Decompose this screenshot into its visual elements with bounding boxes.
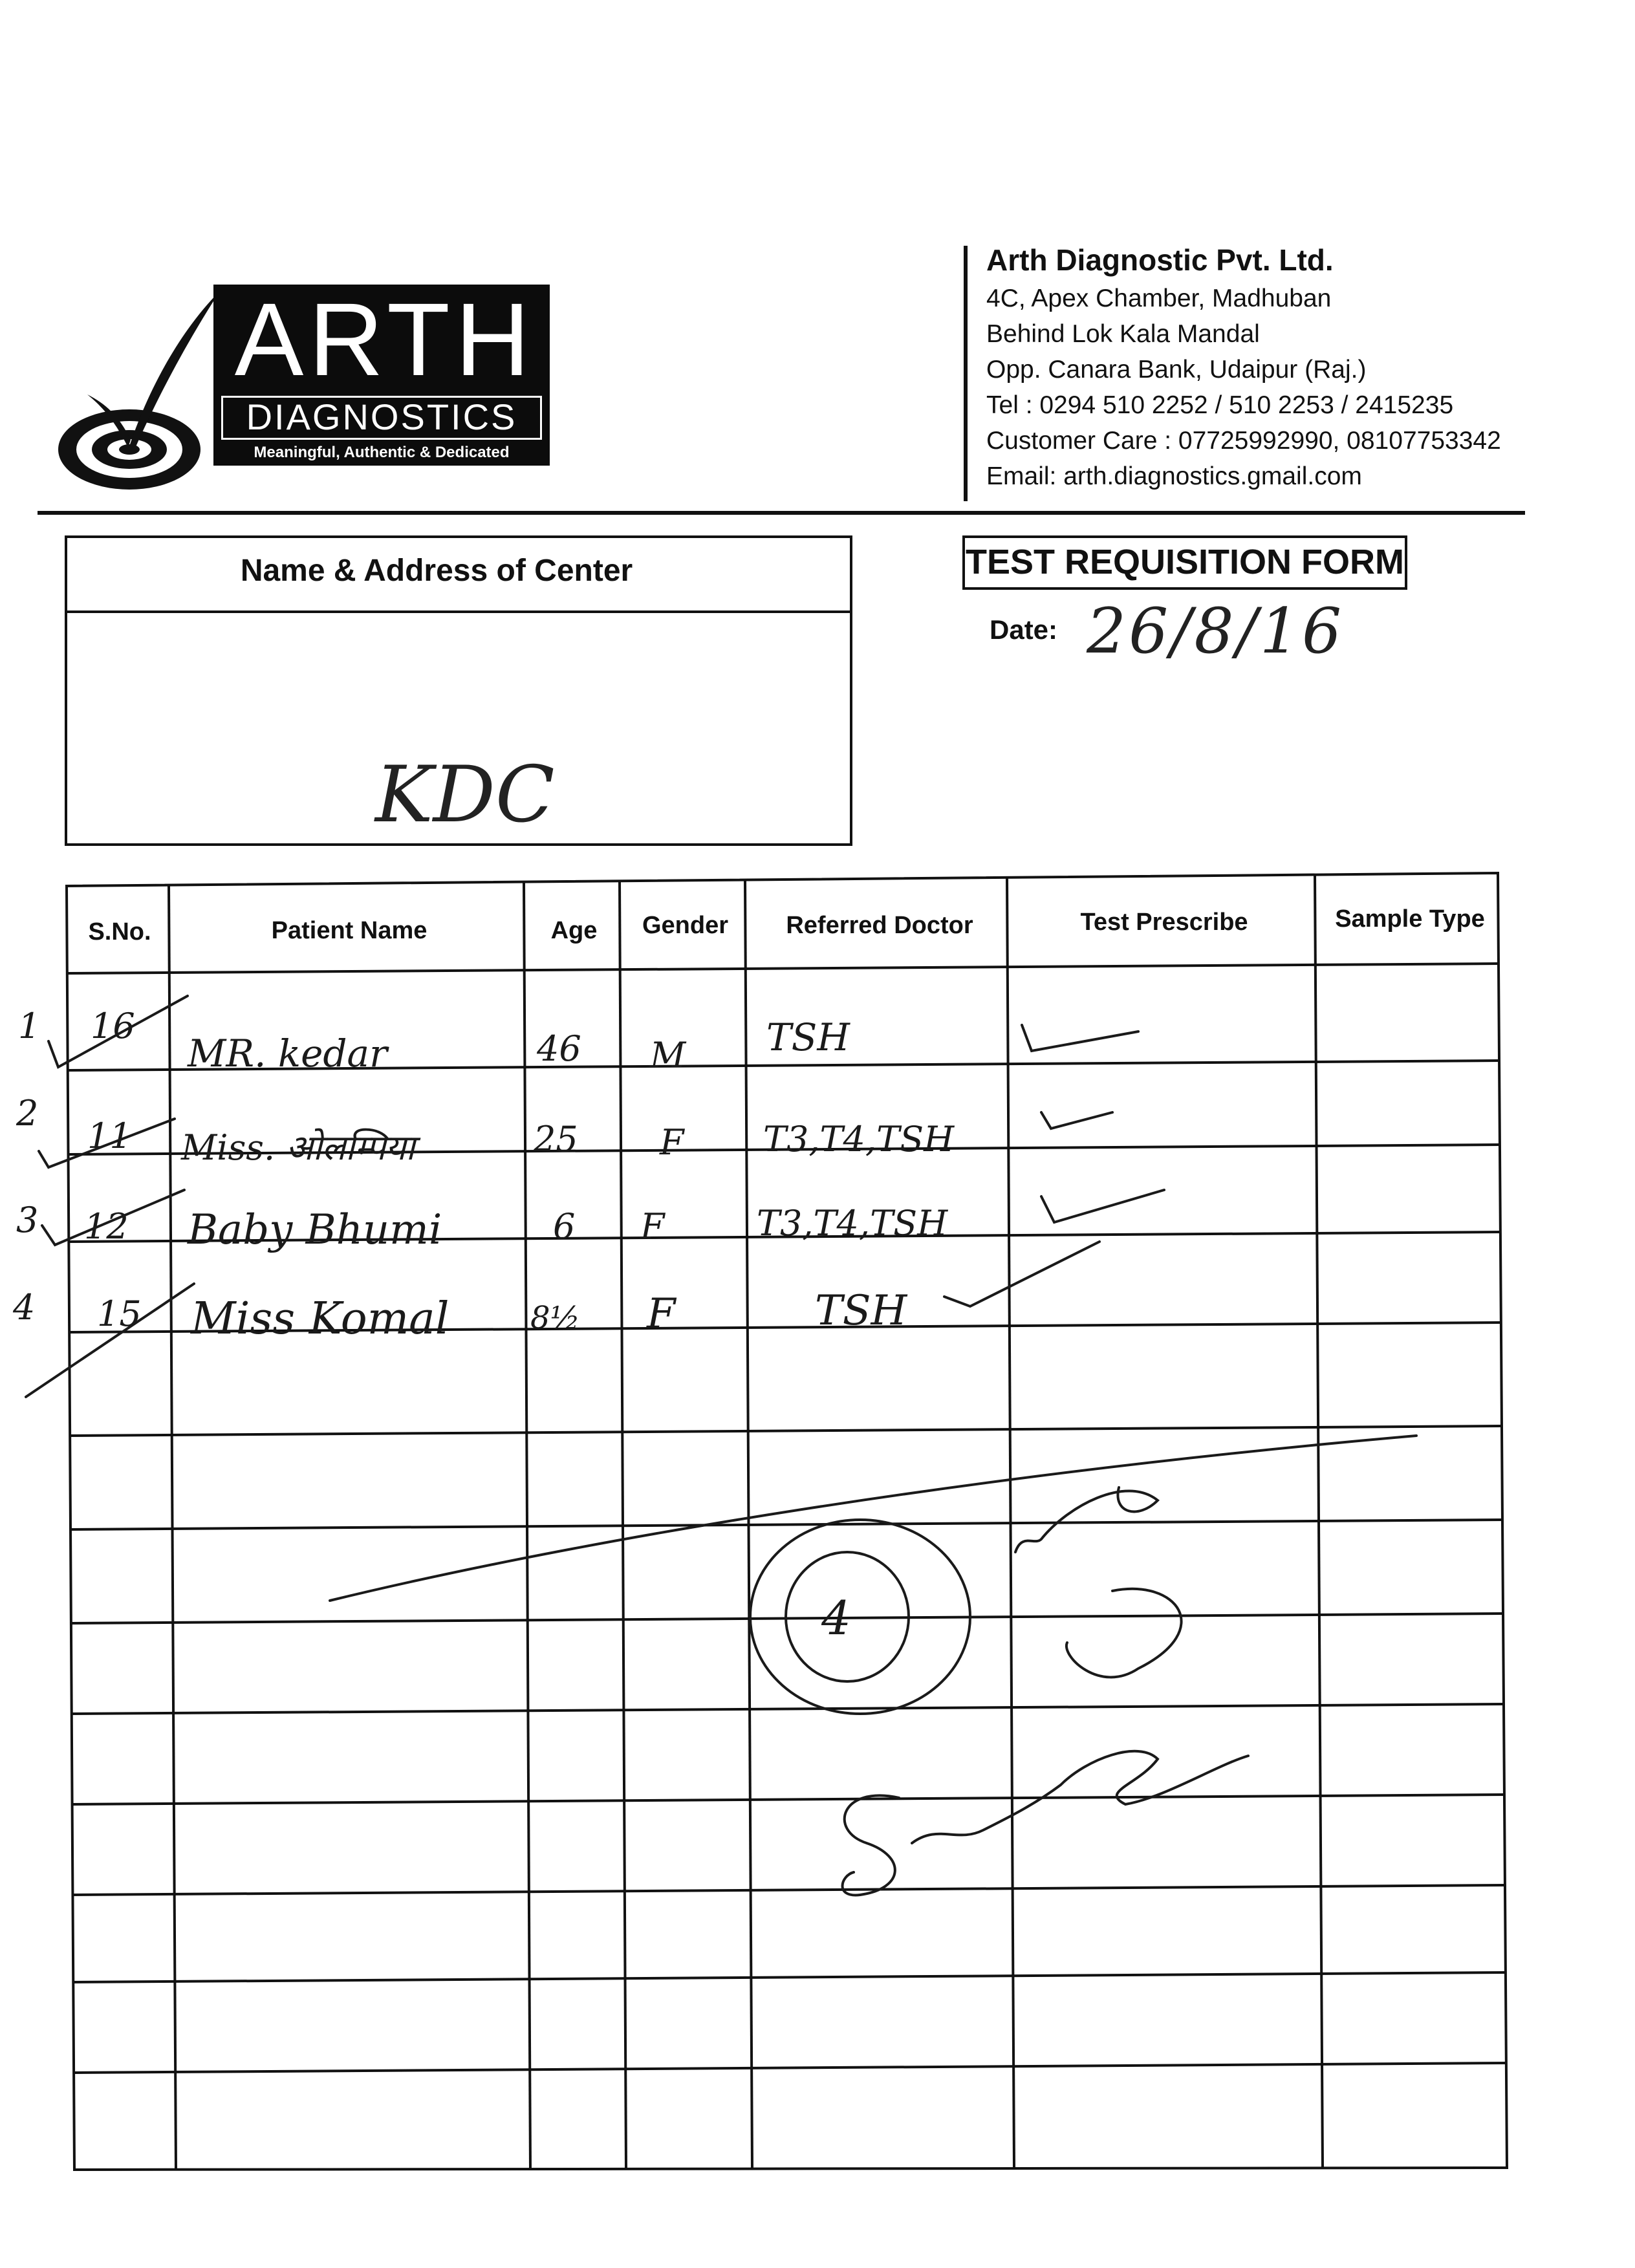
circle-mark-number: 4 — [821, 1591, 851, 1645]
margin-tick — [26, 1284, 194, 1397]
row-sno: 16 — [91, 1006, 135, 1046]
center-title: Name & Address of Center — [240, 554, 633, 588]
column-header-patient-name: Patient Name — [271, 917, 428, 944]
initials-mark — [1015, 1487, 1158, 1552]
column-header-sno: S.No. — [88, 918, 151, 945]
form-title: TEST REQUISITION FORM — [965, 543, 1404, 581]
patient-gender: F — [647, 1290, 676, 1338]
patient-name: MR. kedar — [188, 1031, 387, 1075]
margin-number: 3 — [16, 1200, 39, 1240]
logo-tagline: Meaningful, Authentic & Dedicated — [254, 444, 510, 461]
row-sno: 12 — [84, 1206, 129, 1247]
company-address-line: 4C, Apex Chamber, Madhuban — [986, 285, 1332, 312]
column-header-referred-doctor: Referred Doctor — [786, 912, 973, 939]
company-phone: Tel : 0294 510 2252 / 510 2253 / 2415235 — [986, 391, 1454, 419]
logo-subtitle: DIAGNOSTICS — [246, 396, 517, 437]
patient-name: Baby Bhumi — [188, 1206, 442, 1254]
patient-age: 25 — [534, 1119, 578, 1160]
margin-number: 4 — [13, 1287, 36, 1328]
patient-gender: F — [660, 1122, 684, 1163]
margin-tick — [42, 1190, 184, 1245]
column-header-sample-type: Sample Type — [1335, 905, 1485, 933]
row-sno: 11 — [87, 1116, 132, 1156]
test-tick — [944, 1242, 1099, 1306]
company-address-line: Opp. Canara Bank, Udaipur (Raj.) — [986, 356, 1367, 383]
checker-mark — [1067, 1589, 1182, 1678]
referred-tests: T3,T4,TSH — [757, 1203, 948, 1244]
referred-tests: TSH — [815, 1287, 907, 1335]
column-header-gender: Gender — [642, 912, 729, 939]
center-value: KDC — [375, 750, 555, 840]
company-address-line: Behind Lok Kala Mandal — [986, 320, 1260, 348]
patient-name: Miss. ओलम्पिया — [181, 1127, 415, 1168]
column-header-age: Age — [550, 917, 598, 944]
test-tick — [1041, 1190, 1164, 1222]
column-header-test-prescribe: Test Prescribe — [1080, 909, 1248, 936]
margin-tick — [39, 1119, 175, 1167]
row-sno: 15 — [97, 1293, 142, 1334]
patient-age: 6 — [553, 1206, 576, 1247]
patient-name: Miss Komal — [191, 1293, 449, 1345]
circle-mark-outer — [750, 1520, 970, 1714]
referred-tests: TSH — [766, 1015, 850, 1059]
company-customer-care: Customer Care : 07725992990, 08107753342 — [986, 427, 1501, 455]
margin-number: 1 — [18, 1006, 41, 1046]
patient-age: 8½ — [530, 1300, 581, 1336]
logo-wordmark: ARTH — [234, 281, 536, 397]
test-tick — [1041, 1112, 1112, 1129]
date-label: Date: — [990, 614, 1058, 645]
test-tick — [1022, 1025, 1138, 1051]
margin-tick — [49, 996, 188, 1067]
patient-gender: M — [650, 1035, 686, 1075]
margin-number: 2 — [16, 1093, 39, 1134]
date-value: 26/8/16 — [1087, 595, 1345, 667]
patient-age: 46 — [537, 1028, 581, 1069]
referred-tests: T3,T4,TSH — [763, 1119, 955, 1160]
strike-line — [330, 1436, 1416, 1601]
company-name: Arth Diagnostic Pvt. Ltd. — [986, 243, 1334, 277]
patient-gender: F — [640, 1206, 665, 1247]
signature — [843, 1751, 1249, 1895]
company-email: Email: arth.diagnostics.gmail.com — [986, 462, 1362, 490]
